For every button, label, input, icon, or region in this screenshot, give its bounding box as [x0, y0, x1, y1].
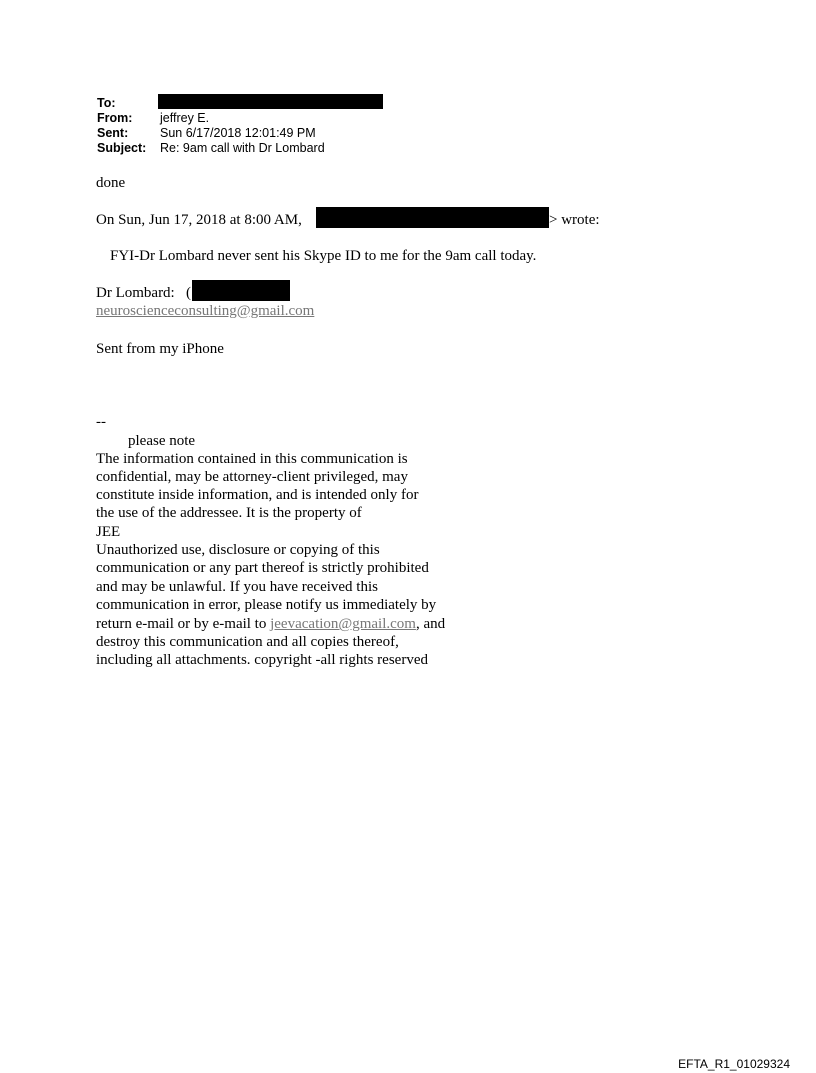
quote-intro-prefix: On Sun, Jun 17, 2018 at 8:00 AM,	[96, 212, 302, 228]
contact-paren: (	[186, 285, 191, 301]
disclaimer-line-prefix: return e-mail or by e-mail to	[96, 616, 267, 632]
disclaimer-line-suffix: , and	[415, 616, 446, 632]
sent-value: Sun 6/17/2018 12:01:49 PM	[160, 126, 316, 140]
disclaimer-line: destroy this communication and all copies thereof,	[96, 634, 399, 650]
contact-label: Dr Lombard:	[96, 285, 175, 301]
separator: --	[96, 414, 106, 430]
to-label: To:	[97, 96, 116, 110]
to-redaction	[158, 94, 383, 109]
disclaimer-line: confidential, may be attorney-client privileged, may	[96, 469, 408, 485]
subject-label: Subject:	[97, 141, 147, 155]
disclaimer-email-link[interactable]: jeevacation@gmail.com	[270, 616, 416, 632]
signature-text: Sent from my iPhone	[96, 341, 224, 357]
quote-intro-suffix: > wrote:	[549, 212, 600, 228]
sender-redaction	[316, 207, 549, 228]
from-value: jeffrey E.	[160, 111, 210, 125]
contact-email-link[interactable]: neuroscienceconsulting@gmail.com	[96, 303, 315, 319]
disclaimer-line: including all attachments. copyright -all rights reserved	[96, 652, 428, 668]
disclaimer-line: the use of the addressee. It is the property of	[96, 505, 362, 521]
disclaimer-note: please note	[128, 433, 196, 449]
disclaimer-line: and may be unlawful. If you have received this	[96, 579, 378, 595]
reply-text: done	[96, 175, 126, 191]
subject-value: Re: 9am call with Dr Lombard	[160, 141, 325, 155]
document-id: EFTA_R1_01029324	[678, 1057, 790, 1071]
sent-label: Sent:	[97, 126, 129, 140]
disclaimer-line: constitute inside information, and is intended only for	[96, 487, 419, 503]
quoted-message: FYI-Dr Lombard never sent his Skype ID to me for the 9am call today.	[110, 248, 537, 264]
disclaimer-line: The information contained in this communication is	[96, 451, 408, 467]
from-label: From:	[97, 111, 133, 125]
disclaimer-line: JEE	[96, 524, 121, 540]
phone-redaction	[192, 280, 290, 301]
disclaimer-line: communication or any part thereof is strictly prohibited	[96, 560, 429, 576]
disclaimer-line: communication in error, please notify us immediately by	[96, 597, 437, 613]
disclaimer-line-with-email	[96, 615, 445, 633]
disclaimer-line: Unauthorized use, disclosure or copying of this	[96, 542, 380, 558]
